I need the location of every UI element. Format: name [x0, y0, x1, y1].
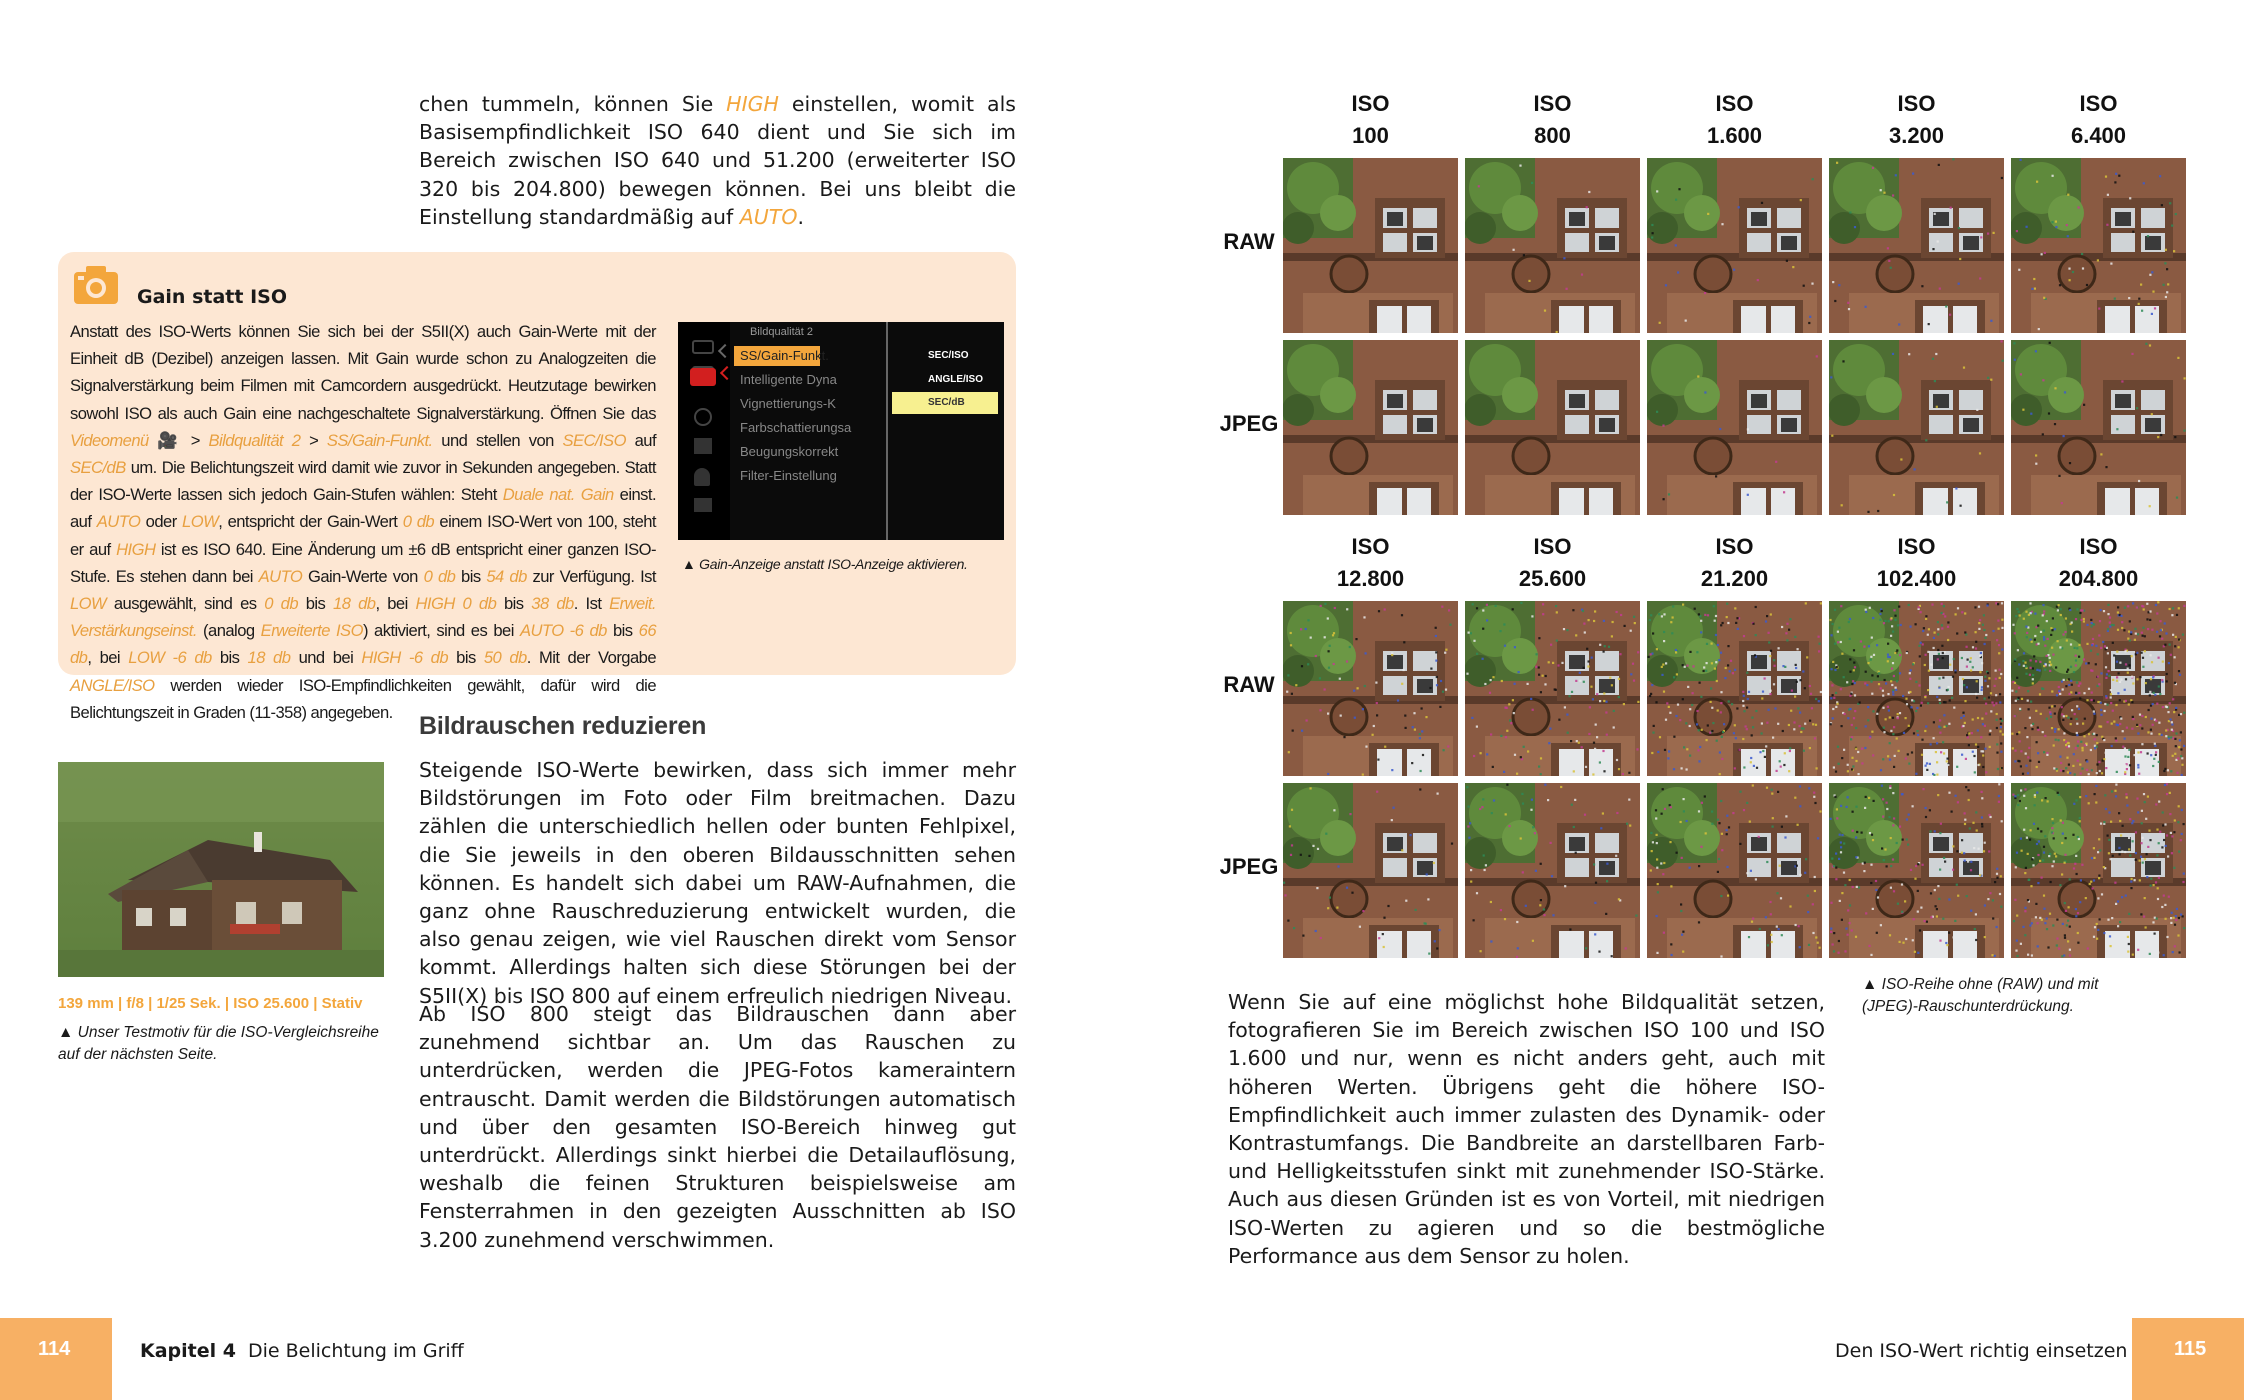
iso-column-header	[2011, 531, 2186, 595]
iso-sample-tile	[1647, 340, 1822, 515]
iso-sample-tile	[1829, 601, 2004, 776]
iso-sample-tile	[1829, 158, 2004, 333]
iso-header-label: ISO	[2079, 91, 2118, 116]
iso-header-label: ISO	[2079, 534, 2118, 559]
playback-icon	[694, 498, 712, 512]
iso-sample-tile	[2011, 783, 2186, 958]
iso-sample-tile	[2011, 601, 2186, 776]
running-head: Den ISO-Wert richtig einsetzen	[1835, 1340, 2128, 1362]
menu-item[interactable]: Intelligente Dyna	[740, 372, 837, 387]
iso-column-header	[1829, 88, 2004, 152]
iso-column-header	[1465, 531, 1640, 595]
iso-sample-tile	[1647, 158, 1822, 333]
iso-header-value: 12.800	[1336, 566, 1405, 591]
iso-header-value: 1.600	[1706, 123, 1763, 148]
chapter-label: Kapitel 4 Die Belichtung im Griff	[140, 1340, 464, 1362]
user-icon	[694, 468, 710, 486]
intro-paragraph: chen tummeln, können Sie HIGH einstellen, womit als Basisempfindlichkeit ISO 640 dient und Sie sich im Bereich zwischen ISO 640 und 51.200 (erweiterter ISO 320 bis 204.800) bewegen können. Bei uns bleibt die Einstellung standardmäßig auf AUTO.	[419, 92, 1016, 229]
grid-caption: ▲ ISO-Reihe ohne (RAW) und mit (JPEG)-Rauschunterdrückung.	[1862, 976, 2099, 1015]
menu-header: Bildqualität 2	[750, 326, 813, 338]
iso-header-value: 25.600	[1518, 566, 1587, 591]
iso-header-label: ISO	[1897, 91, 1936, 116]
paragraph: Steigende ISO-Werte bewirken, dass sich immer mehr Bildstörungen im Foto oder Film breitmachen. Dazu zählen die unterschiedlich hellen oder bunten Fehlpixel, die Sie jeweils in den oberen Bildausschnitten sehen können. Es handelt sich dabei um RAW-Aufnahmen, die ganz ohne Rauschreduzierung entwickelt wurden, die also genau zeigen, wie viel Rauschen direkt vom Sensor kommt. Allerdings halten sich diese Störungen bei der S5II(X) bis ISO 800 auf einem erfreulich niedrigen Niveau.	[419, 758, 1016, 1008]
iso-sample-tile	[1283, 158, 1458, 333]
row-label-jpeg: JPEG	[1219, 854, 1279, 879]
iso-header-label: ISO	[1533, 91, 1572, 116]
iso-header-value: 21.200	[1700, 566, 1769, 591]
row-label-jpeg: JPEG	[1219, 411, 1279, 436]
menu-caption: ▲ Gain-Anzeige anstatt ISO-Anzeige aktivieren.	[682, 556, 968, 572]
iso-header-value: 100	[1352, 123, 1389, 148]
section-heading: Bildrauschen reduzieren	[419, 712, 707, 740]
menu-item[interactable]: Beugungskorrekt	[740, 444, 839, 459]
photo-tab-icon	[692, 340, 714, 354]
gear-icon	[694, 408, 712, 426]
iso-header-label: ISO	[1533, 534, 1572, 559]
iso-header-label: ISO	[1897, 534, 1936, 559]
iso-column-header	[1283, 531, 1458, 595]
iso-header-value: 3.200	[1888, 123, 1945, 148]
menu-option[interactable]: SEC/ISO	[928, 350, 969, 361]
hut-photo	[58, 762, 384, 977]
iso-header-label: ISO	[1351, 534, 1390, 559]
iso-column-header	[2011, 88, 2186, 152]
menu-option[interactable]: ANGLE/ISO	[928, 374, 984, 385]
tip-text: Anstatt des ISO-Werts können Sie sich bei der S5II(X) auch Gain-Werte mit der Einheit dB (Dezibel) anzeigen lassen. Mit Gain wurde schon zu Analogzeiten die Signalverstärkung beim Filmen mit Camcordern ausgedrückt. Heutzutage bewirken sowohl ISO als auch Gain eine nachgeschaltete Signalverstärkung. Öffnen Sie das Videomenü 🎥 > Bildqualität 2 > SS/Gain-Funkt. und stellen von SEC/ISO auf SEC/dB um. Die Belichtungszeit wird damit wie zuvor in Sekunden angegeben. Statt der ISO-Werte lassen sich jedoch Gain-Stufen wählen: Steht Duale nat. Gain einst. auf AUTO oder LOW, entspricht der Gain-Wert 0 db einem ISO-Wert von 100, steht er auf HIGH ist es ISO 640. Eine Änderung um ±6 dB entspricht einer ganzen ISO-Stufe. Es stehen dann bei AUTO Gain-Werte von 0 db bis 54 db zur Verfügung. Ist LOW ausgewählt, sind es 0 db bis 18 db, bei HIGH 0 db bis 38 db. Ist Erweit. Verstärkungseinst. (analog Erweiterte ISO) aktiviert, sind es bei AUTO -6 db bis 66 db, bei LOW -6 db bis 18 db und bei HIGH -6 db bis 50 db. Mit der Vorgabe ANGLE/ISO werden wieder ISO-Empfindlichkeiten gewählt, dafür wird die Belichtungszeit in Graden (11-358) angegeben.	[70, 322, 657, 722]
iso-sample-tile	[1283, 783, 1458, 958]
iso-sample-tile	[1829, 340, 2004, 515]
iso-sample-tile	[1465, 340, 1640, 515]
iso-header-label: ISO	[1715, 91, 1754, 116]
iso-sample-tile	[1465, 783, 1640, 958]
page-number: 115	[2174, 1338, 2207, 1360]
iso-column-header	[1829, 531, 2004, 595]
row-label-raw: RAW	[1223, 672, 1275, 697]
iso-header-value: 102.400	[1876, 566, 1957, 591]
menu-option[interactable]: SEC/dB	[928, 397, 965, 408]
iso-header-value: 204.800	[2058, 566, 2139, 591]
menu-item[interactable]: Farbschattierungsa	[740, 420, 852, 435]
row-label-raw: RAW	[1223, 229, 1275, 254]
paragraph: Wenn Sie auf eine möglichst hohe Bildqualität setzen, fotografieren Sie im Bereich zwischen ISO 100 und ISO 1.600 und nur, wenn es nicht anders geht, auch mit höheren Werten. Übrigens geht die höhere ISO-Empfindlichkeit auch immer zulasten des Dynamik- oder Kontrastumfangs. Die Bandbreite an darstellbaren Farb- und Helligkeitsstufen sinkt mit zunehmender ISO-Stärke. Auch aus diesen Gründen ist es von Vorteil, mit niedrigen ISO-Werten zu agieren und so die bestmögliche Performance aus dem Sensor zu holen.	[1228, 990, 1825, 1268]
iso-sample-tile	[2011, 340, 2186, 515]
menu-item[interactable]: SS/Gain-Funkt.	[740, 348, 829, 363]
paragraph: Ab ISO 800 steigt das Bildrauschen dann aber zunehmend sichtbar an. Um das Rauschen zu unterdrücken, werden die JPEG-Fotos kameraintern entrauscht. Damit werden die Bildstörungen automatisch und über den gesamten ISO-Bereich hinweg gut unterdrückt. Allerdings sinkt hierbei die Detailauflösung, weshalb die feinen Strukturen beispielsweise am Fensterrahmen in den gezeigten Ausschnitten ab ISO 3.200 zunehmend verschwimmen.	[419, 1002, 1016, 1252]
iso-header-value: 6.400	[2070, 123, 2127, 148]
camera-menu-screenshot	[678, 322, 1004, 540]
iso-column-header	[1647, 88, 1822, 152]
iso-header-label: ISO	[1351, 91, 1390, 116]
iso-sample-tile	[1283, 340, 1458, 515]
iso-column-header	[1465, 88, 1640, 152]
menu-item[interactable]: Filter-Einstellung	[740, 468, 837, 483]
iso-column-header	[1647, 531, 1822, 595]
photo-caption: ▲ Unser Testmotiv für die ISO-Vergleichsreihe auf der nächsten Seite.	[58, 1024, 379, 1063]
wrench-icon	[694, 438, 712, 454]
iso-column-header	[1283, 88, 1458, 152]
iso-sample-tile	[1647, 783, 1822, 958]
video-tab-icon	[690, 368, 716, 386]
iso-sample-tile	[1465, 158, 1640, 333]
photo-metadata: 139 mm | f/8 | 1/25 Sek. | ISO 25.600 | Stativ	[58, 995, 363, 1012]
tip-title: Gain statt ISO	[137, 286, 287, 308]
iso-sample-tile	[1647, 601, 1822, 776]
iso-header-value: 800	[1534, 123, 1571, 148]
divider	[886, 322, 888, 540]
menu-item[interactable]: Vignettierungs-K	[740, 396, 836, 411]
iso-sample-tile	[1465, 601, 1640, 776]
iso-header-label: ISO	[1715, 534, 1754, 559]
iso-sample-tile	[2011, 158, 2186, 333]
iso-sample-tile	[1829, 783, 2004, 958]
camera-icon	[72, 262, 120, 308]
page-number: 114	[38, 1338, 71, 1360]
iso-sample-tile	[1283, 601, 1458, 776]
